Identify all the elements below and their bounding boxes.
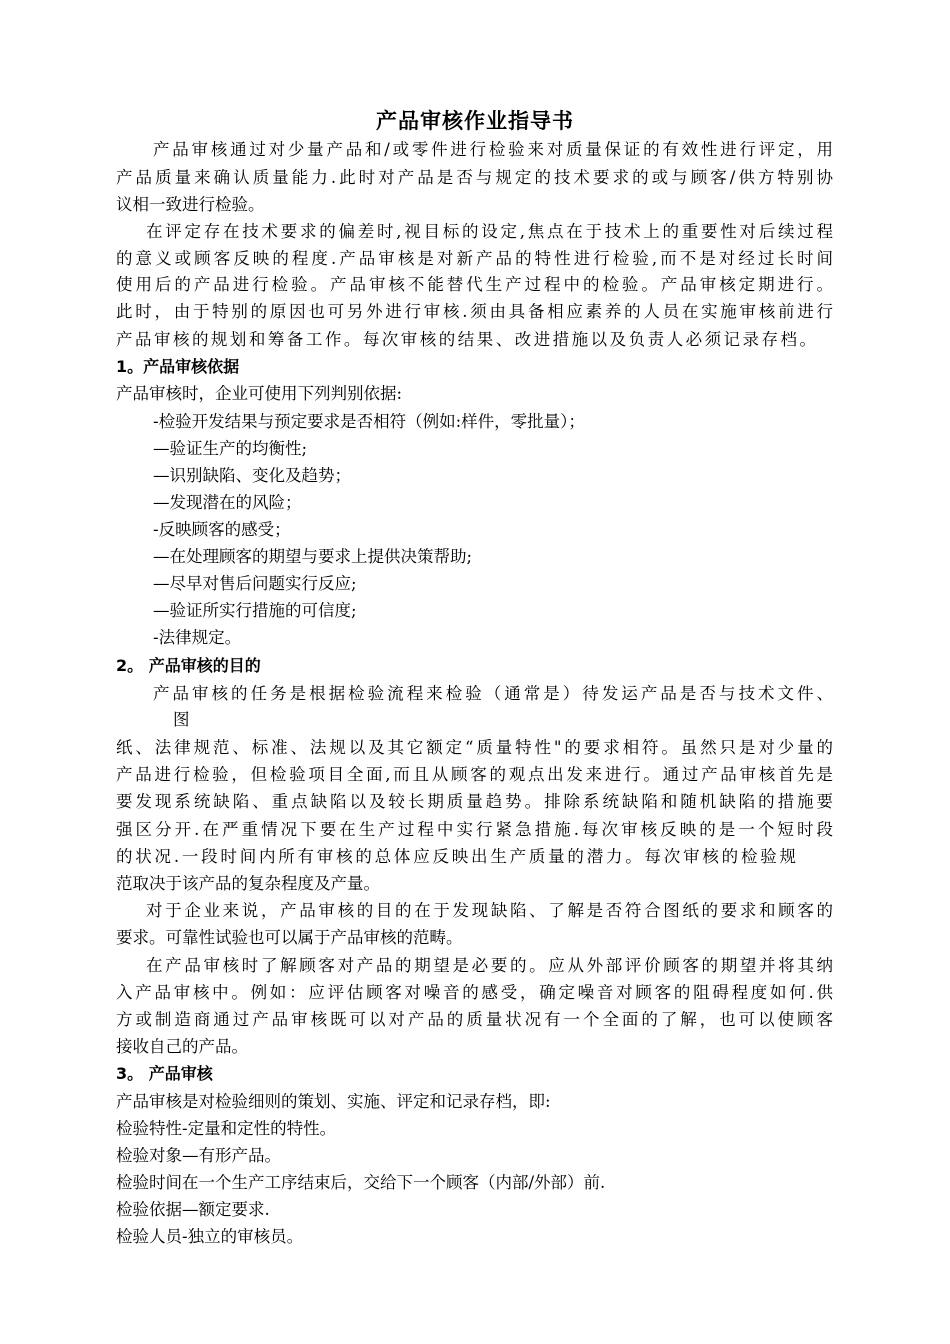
text-line: 的状况.一段时间内所有审核的总体应反映出生产质量的潜力。每次审核的检验规 [116,847,796,866]
text-line: 产品审核的规划和筹备工作。每次审核的结果、改进措施以及负责人必须记录存档。 [116,330,816,349]
text-line: 检验人员-独立的审核员。 [116,1227,304,1246]
text-line: 图 [173,710,190,729]
text-line: 产品质量来确认质量能力.此时对产品是否与规定的技术要求的或与顾客/供方特别协 [116,168,833,187]
text-line: -检验开发结果与预定要求是否相符（例如:样件，零批量）； [153,412,585,431]
text-line: —发现潜在的风险； [153,493,302,512]
text-line: —在处理顾客的期望与要求上提供决策帮助; [153,547,473,566]
text-line: 在产品审核时了解顾客对产品的期望是必要的。应从外部评价顾客的期望并将其纳 [146,956,833,975]
text-line: 检验依据—额定要求. [116,1200,270,1219]
text-line: -法律规定。 [153,628,242,647]
text-line: 的意义或顾客反映的程度.产品审核是对新产品的特性进行检验,而不是对经过长时间 [116,249,833,268]
text-line: 产品审核是对检验细则的策划、实施、评定和记录存档，即: [116,1092,551,1111]
section-heading: 3。 产品审核 [116,1064,213,1083]
text-line: 产品审核的任务是根据检验流程来检验（通常是）待发运产品是否与技术文件、 [153,684,833,703]
text-line: 方或制造商通过产品审核既可以对产品的质量状况有一个全面的了解，也可以使顾客 [116,1010,833,1029]
text-line: —验证生产的均衡性; [153,439,308,458]
section-heading: 1。产品审核依据 [116,357,240,376]
text-line: 纸、法律规范、标准、法规以及其它额定“质量特性"的要求相符。虽然只是对少量的 [116,738,833,757]
section-heading: 2。 产品审核的目的 [116,656,261,675]
text-line: 强区分开.在严重情况下要在生产过程中实行紧急措施.每次审核反映的是一个短时段 [116,820,833,839]
text-line: 对于企业来说，产品审核的目的在于发现缺陷、了解是否符合图纸的要求和顾客的 [146,901,833,920]
text-line: 产品审核通过对少量产品和/或零件进行检验来对质量保证的有效性进行评定，用 [153,140,833,159]
text-line: 使用后的产品进行检验。产品审核不能替代生产过程中的检验。产品审核定期进行。 [116,275,833,294]
text-line: 入产品审核中。例如：应评估顾客对噪音的感受，确定噪音对顾客的阻碍程度如何.供 [116,983,833,1002]
text-line: 范取决于该产品的复杂程度及产量。 [116,874,380,893]
text-line: 要发现系统缺陷、重点缺陷以及较长期质量趋势。排除系统缺陷和随机缺陷的措施要 [116,792,833,811]
text-line: 此时，由于特别的原因也可另外进行审核.须由具备相应素养的人员在实施审核前进行 [116,302,833,321]
text-line: 产品进行检验，但检验项目全面,而且从顾客的观点出发来进行。通过产品审核首先是 [116,765,833,784]
text-line: 检验对象—有形产品。 [116,1146,281,1165]
text-line: 检验特性-定量和定性的特性。 [116,1119,337,1138]
text-line: 议相一致进行检验。 [116,195,265,214]
document-title: 产品审核作业指导书 [376,109,574,133]
text-line: —验证所实行措施的可信度; [153,601,357,620]
text-line: -反映顾客的感受； [153,520,291,539]
text-line: 在评定存在技术要求的偏差时,视目标的设定,焦点在于技术上的重要性对后续过程 [146,222,833,241]
text-line: —尽早对售后问题实行反应; [153,574,357,593]
text-line: 接收自己的产品。 [116,1037,248,1056]
text-line: 检验时间在一个生产工序结束后，交给下一个顾客（内部/外部）前. [116,1173,606,1192]
text-line: —识别缺陷、变化及趋势； [153,466,351,485]
text-line: 要求。可靠性试验也可以属于产品审核的范畴。 [116,928,463,947]
text-line: 产品审核时，企业可使用下列判别依据: [116,384,403,403]
